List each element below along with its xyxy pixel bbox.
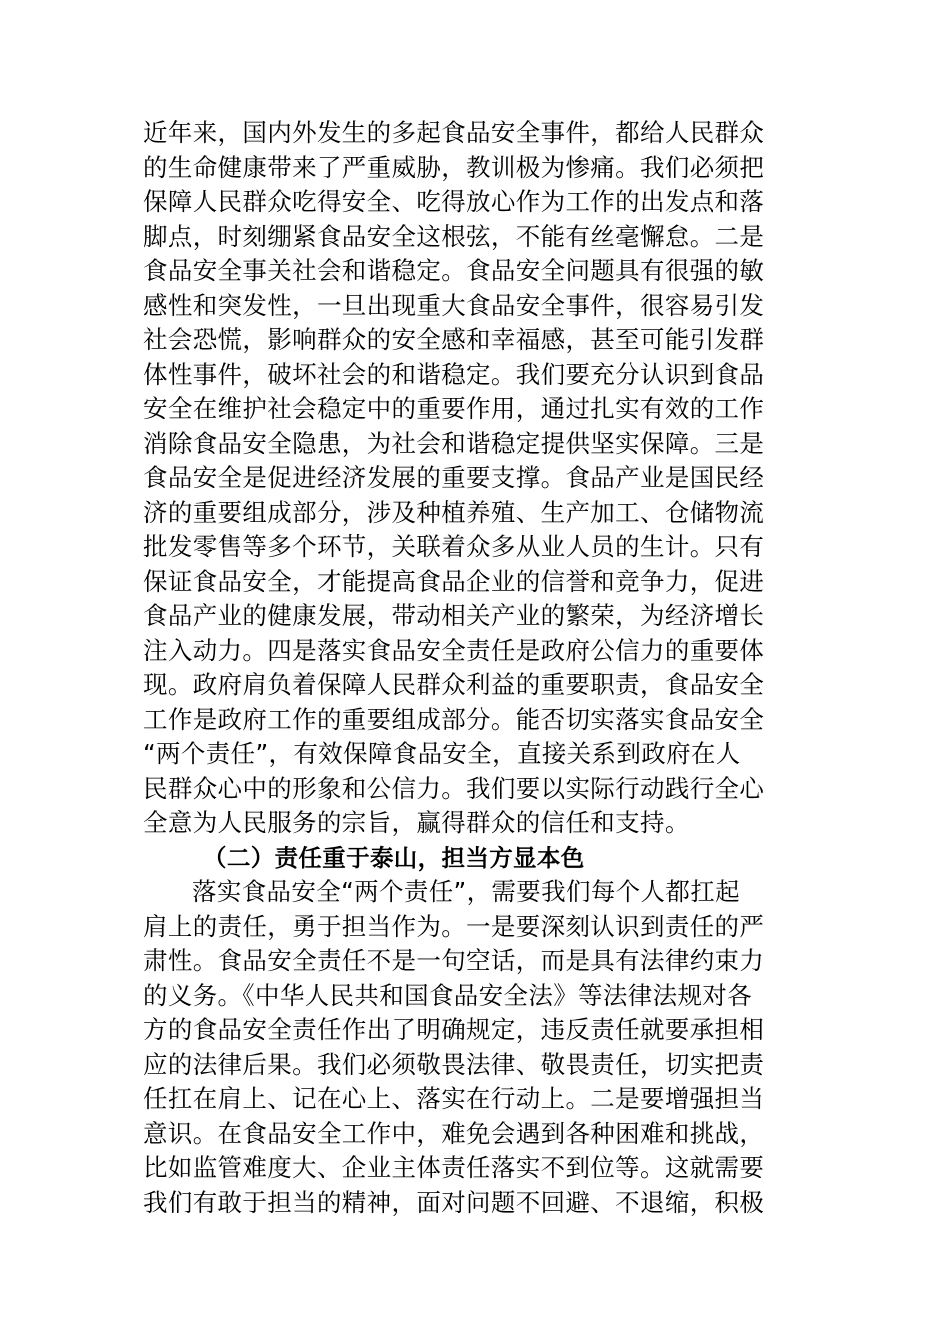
text-line: 食品安全事关社会和谐稳定。食品安全问题具有很强的敏 <box>143 256 765 285</box>
text-line: 社会恐慌，影响群众的安全感和幸福感，甚至可能引发群 <box>143 325 765 354</box>
text-line: 我们有敢于担当的精神，面对问题不回避、不退缩，积极 <box>143 1187 765 1217</box>
text-line: 的义务。《中华人民共和国食品安全法》等法律法规对各 <box>143 980 752 1010</box>
text-line: 应的法律后果。我们必须敬畏法律、敬畏责任，切实把责 <box>143 1049 765 1079</box>
text-line: 食品产业的健康发展，带动相关产业的繁荣，为经济增长 <box>143 601 765 630</box>
text-line: 方的食品安全责任作出了明确规定，违反责任就要承担相 <box>143 1015 765 1044</box>
text-line: 感性和突发性，一旦出现重大食品安全事件，很容易引发 <box>143 290 765 320</box>
text-line: 食品安全是促进经济发展的重要支撑。食品产业是国民经 <box>143 463 765 492</box>
document-body <box>143 116 813 1220</box>
text-line: 工作是政府工作的重要组成部分。能否切实落实食品安全 <box>143 704 765 734</box>
text-line: 济的重要组成部分，涉及种植养殖、生产加工、仓储物流 <box>143 497 765 527</box>
text-line: 落实食品安全“两个责任”，需要我们每个人都扛起 <box>192 877 740 906</box>
text-line: 安全在维护社会稳定中的重要作用，通过扎实有效的工作 <box>143 394 765 423</box>
text-line: 批发零售等多个环节，关联着众多从业人员的生计。只有 <box>143 532 765 561</box>
text-line: 的生命健康带来了严重威胁，教训极为惨痛。我们必须把 <box>143 152 765 182</box>
text-line: 全意为人民服务的宗旨，赢得群众的信任和支持。 <box>143 808 690 837</box>
section-heading: （二）责任重于泰山，担当方显本色 <box>203 843 585 872</box>
text-line: 现。政府肩负着保障人民群众利益的重要职责，食品安全 <box>143 670 765 699</box>
paragraph-1 <box>143 116 813 841</box>
text-line: 脚点，时刻绷紧食品安全这根弦，不能有丝毫懈怠。二是 <box>143 221 765 251</box>
text-line: 任扛在肩上、记在心上、落实在行动上。二是要增强担当 <box>143 1084 765 1113</box>
text-line: 注入动力。四是落实食品安全责任是政府公信力的重要体 <box>143 635 765 665</box>
text-line: “两个责任”，有效保障食品安全，直接关系到政府在人 <box>143 739 741 768</box>
text-line: 保障人民群众吃得安全、吃得放心作为工作的出发点和落 <box>143 187 765 216</box>
text-line: 近年来，国内外发生的多起食品安全事件，都给人民群众 <box>143 118 765 147</box>
paragraph-2 <box>143 875 813 1220</box>
text-line: 消除食品安全隐患，为社会和谐稳定提供坚实保障。三是 <box>143 428 765 458</box>
text-line: 肩上的责任，勇于担当作为。一是要深刻认识到责任的严 <box>143 911 765 941</box>
text-line: 意识。在食品安全工作中，难免会遇到各种困难和挑战， <box>143 1118 765 1148</box>
text-line: 保证食品安全，才能提高食品企业的信誉和竞争力，促进 <box>143 566 765 596</box>
text-line: 肃性。食品安全责任不是一句空话，而是具有法律约束力 <box>143 946 765 975</box>
text-line: 体性事件，破坏社会的和谐稳定。我们要充分认识到食品 <box>143 359 765 389</box>
text-line: 民群众心中的形象和公信力。我们要以实际行动践行全心 <box>143 773 765 803</box>
text-line: 比如监管难度大、企业主体责任落实不到位等。这就需要 <box>143 1153 765 1182</box>
